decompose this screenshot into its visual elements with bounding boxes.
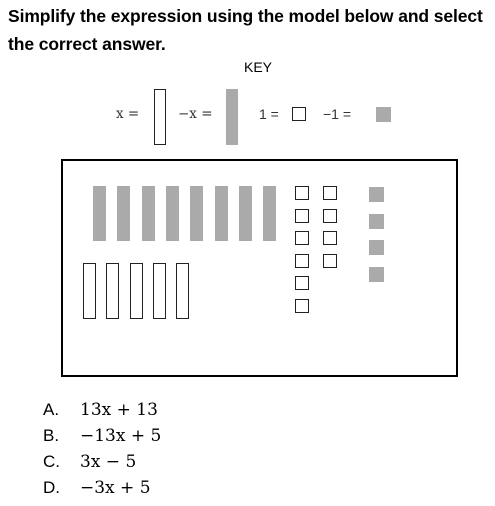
choice-letter: B.: [43, 426, 60, 445]
neg-one-tile-icon: [376, 107, 391, 122]
choice-expression: −3x + 5: [80, 478, 151, 498]
neg-x-tile-icon: [226, 89, 238, 145]
neg-x-tile: [93, 186, 106, 241]
neg-x-tile: [239, 186, 252, 241]
x-tile: [176, 263, 189, 319]
one-tile: [295, 276, 309, 290]
choice-expression: 3x − 5: [80, 452, 137, 472]
question-text: Simplify the expression using the model below and select the correct answer.: [8, 6, 483, 54]
one-tile: [323, 231, 337, 245]
neg-one-tile: [369, 214, 384, 229]
one-tile: [323, 254, 337, 268]
one-tile: [323, 209, 337, 223]
x-tile-icon: [154, 89, 166, 145]
choice-letter: A.: [43, 400, 60, 419]
one-tile: [323, 186, 337, 200]
answer-choices: [43, 397, 161, 501]
neg-x-tile: [263, 186, 276, 241]
x-tile: [130, 263, 143, 319]
key-neg-one-label: −1 =: [323, 106, 352, 122]
x-tile: [83, 263, 96, 319]
x-tile: [106, 263, 119, 319]
choice-d[interactable]: [43, 475, 161, 501]
choice-expression: −13x + 5: [80, 426, 162, 446]
neg-x-tile: [215, 186, 228, 241]
x-tile: [153, 263, 166, 319]
one-tile: [295, 254, 309, 268]
neg-x-tile: [117, 186, 130, 241]
neg-one-tile: [369, 267, 384, 282]
neg-x-tile: [190, 186, 203, 241]
choice-b[interactable]: [43, 423, 161, 449]
neg-one-tile: [369, 240, 384, 255]
one-tile: [295, 299, 309, 313]
one-tile: [295, 231, 309, 245]
key-one-label: 1 =: [259, 106, 279, 122]
neg-x-tile: [166, 186, 179, 241]
one-tile: [295, 209, 309, 223]
choice-c[interactable]: [43, 449, 161, 475]
key-x-label: x =: [116, 106, 140, 122]
choice-letter: D.: [43, 478, 60, 497]
key-title: KEY: [244, 59, 273, 75]
key-legend: [0, 88, 495, 148]
choice-expression: 13x + 13: [80, 400, 158, 420]
neg-x-tile: [142, 186, 155, 241]
neg-one-tile: [369, 187, 384, 202]
choice-a[interactable]: [43, 397, 161, 423]
choice-letter: C.: [43, 452, 60, 471]
key-neg-x-label: −x =: [178, 106, 213, 122]
one-tile: [295, 186, 309, 200]
one-tile-icon: [292, 107, 306, 121]
